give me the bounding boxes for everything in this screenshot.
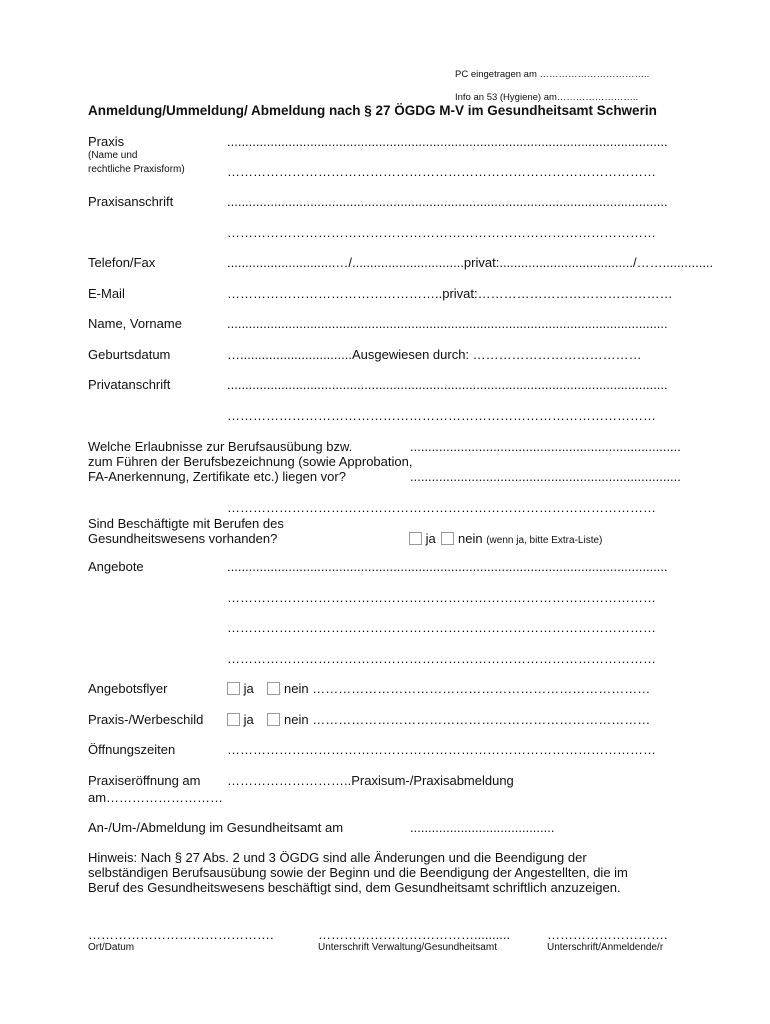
hinweis-line-1: Hinweis: Nach § 27 Abs. 2 und 3 ÖGDG sind alle Änderungen und die Beendigung der (88, 850, 587, 865)
werbeschild-label: Praxis-/Werbeschild (88, 712, 204, 727)
email-label: E-Mail (88, 286, 125, 301)
praxis-sub-label-2: rechtliche Praxisform) (88, 164, 185, 175)
telefon-fax-label: Telefon/Fax (88, 255, 156, 270)
praxis-label: Praxis (88, 134, 125, 149)
pc-registered-line: PC eingetragen am …………………………….. (455, 69, 650, 80)
oeffnungszeiten-label: Öffnungszeiten (88, 742, 176, 757)
angebote-field-2[interactable]: ……………………………………………………………………………………… (227, 590, 656, 605)
angebotsflyer-no-checkbox[interactable] (267, 682, 280, 695)
werbeschild-no-label: nein (284, 712, 309, 727)
werbeschild-yes-label: ja (243, 712, 254, 727)
beschaeftigte-yes-label: ja (425, 531, 436, 546)
beschaeftigte-no-label: nein (458, 531, 483, 546)
ort-datum-label: Ort/Datum (88, 942, 135, 953)
name-field[interactable]: .......................................................................................................................... (227, 316, 668, 331)
beschaeftigte-yes-option (409, 531, 602, 546)
privatanschrift-field-2[interactable]: ……………………………………………………………………………………… (227, 408, 656, 423)
angebotsflyer-yes-label: ja (243, 681, 254, 696)
angebote-field-1[interactable]: .......................................................................................................................... (227, 559, 668, 574)
angebote-field-3[interactable]: ……………………………………………………………………………………… (227, 620, 656, 635)
praxiseroeffnung-field[interactable]: ………………………..Praxisum-/Praxisabmeldung (227, 773, 514, 788)
privatanschrift-field-1[interactable]: .......................................................................................................................... (227, 377, 668, 392)
privatanschrift-label: Privatanschrift (88, 377, 171, 392)
beschaeftigte-question-1: Sind Beschäftigte mit Berufen des (88, 516, 284, 531)
angebote-field-4[interactable]: ……………………………………………………………………………………… (227, 651, 656, 666)
hinweis-line-3: Beruf des Gesundheitswesens beschäftigt sind, dem Gesundheitsamt schriftlich anzuzeigen. (88, 880, 621, 895)
ort-datum-field[interactable]: ……………………………………. (88, 927, 274, 942)
angebotsflyer-field[interactable]: …………………………………………………………………… (312, 681, 651, 696)
erlaubnis-question-3: FA-Anerkennung, Zertifikate etc.) liegen vor? (88, 469, 346, 484)
praxisabmeldung-am-field[interactable]: am……………………… (88, 790, 224, 805)
hinweis-line-2: selbständigen Berufsausübung sowie der Beginn und die Beendigung der Angestellten, die im (88, 865, 628, 880)
beschaeftigte-question-2: Gesundheitswesens vorhanden? (88, 531, 278, 546)
erlaubnis-field-2[interactable]: ........................................................................... (410, 469, 681, 484)
form-title: Anmeldung/Ummeldung/ Abmeldung nach § 27 ÖGDG M-V im Gesundheitsamt Schwerin (88, 103, 657, 118)
werbeschild-yes-checkbox[interactable] (227, 713, 240, 726)
werbeschild-field[interactable]: …………………………………………………………………… (312, 712, 651, 727)
beschaeftigte-no-checkbox[interactable] (441, 532, 454, 545)
verwaltung-signature-label: Unterschrift Verwaltung/Gesundheitsamt (318, 942, 497, 953)
erlaubnis-question-2: zum Führen der Berufsbezeichnung (sowie Approbation, (88, 454, 413, 469)
praxiseroeffnung-label: Praxiseröffnung am (88, 773, 201, 788)
anmeldende-signature-field[interactable]: ………………………. (547, 927, 668, 942)
telefon-fax-field[interactable]: ..............................…/...............................privat:...................................../…….............. (227, 255, 714, 270)
oeffnungszeiten-field[interactable]: ……………………………………………………………………………………… (227, 742, 656, 757)
erlaubnis-question-1: Welche Erlaubnisse zur Berufsausübung bzw. (88, 439, 353, 454)
anmeldung-gesundheitsamt-field[interactable]: ........................................ (410, 820, 555, 835)
email-field[interactable]: …………………………………………..privat:……………………………………… (227, 286, 673, 301)
name-label: Name, Vorname (88, 316, 182, 331)
verwaltung-signature-field[interactable]: ……………………………….......... (318, 927, 511, 942)
info-hygiene-line: Info an 53 (Hygiene) am…………………….. (455, 92, 639, 103)
praxis-name-field[interactable]: .......................................................................................................................... (227, 134, 668, 149)
angebote-label: Angebote (88, 559, 144, 574)
angebotsflyer-yes-checkbox[interactable] (227, 682, 240, 695)
werbeschild-options (227, 712, 650, 727)
extra-liste-note: (wenn ja, bitte Extra-Liste) (486, 535, 603, 546)
geburtsdatum-label: Geburtsdatum (88, 347, 171, 362)
erlaubnis-field-3[interactable]: ……………………………………………………………………………………… (227, 500, 656, 515)
anmeldende-signature-label: Unterschrift/Anmeldende/r (547, 942, 664, 953)
praxisanschrift-label: Praxisanschrift (88, 194, 174, 209)
angebotsflyer-options (227, 681, 650, 696)
beschaeftigte-yes-checkbox[interactable] (409, 532, 422, 545)
geburtsdatum-field[interactable]: …...............................Ausgewiesen durch: ………………………………… (227, 347, 642, 362)
erlaubnis-field-1[interactable]: ........................................................................... (410, 439, 681, 454)
praxis-form-field[interactable]: ……………………………………………………………………………………… (227, 164, 656, 179)
praxisanschrift-field-1[interactable]: .......................................................................................................................... (227, 194, 668, 209)
angebotsflyer-no-label: nein (284, 681, 309, 696)
praxis-sub-label-1: (Name und (88, 150, 138, 161)
werbeschild-no-checkbox[interactable] (267, 713, 280, 726)
praxisanschrift-field-2[interactable]: ……………………………………………………………………………………… (227, 225, 656, 240)
anmeldung-gesundheitsamt-label: An-/Um-/Abmeldung im Gesundheitsamt am (88, 820, 344, 835)
angebotsflyer-label: Angebotsflyer (88, 681, 168, 696)
